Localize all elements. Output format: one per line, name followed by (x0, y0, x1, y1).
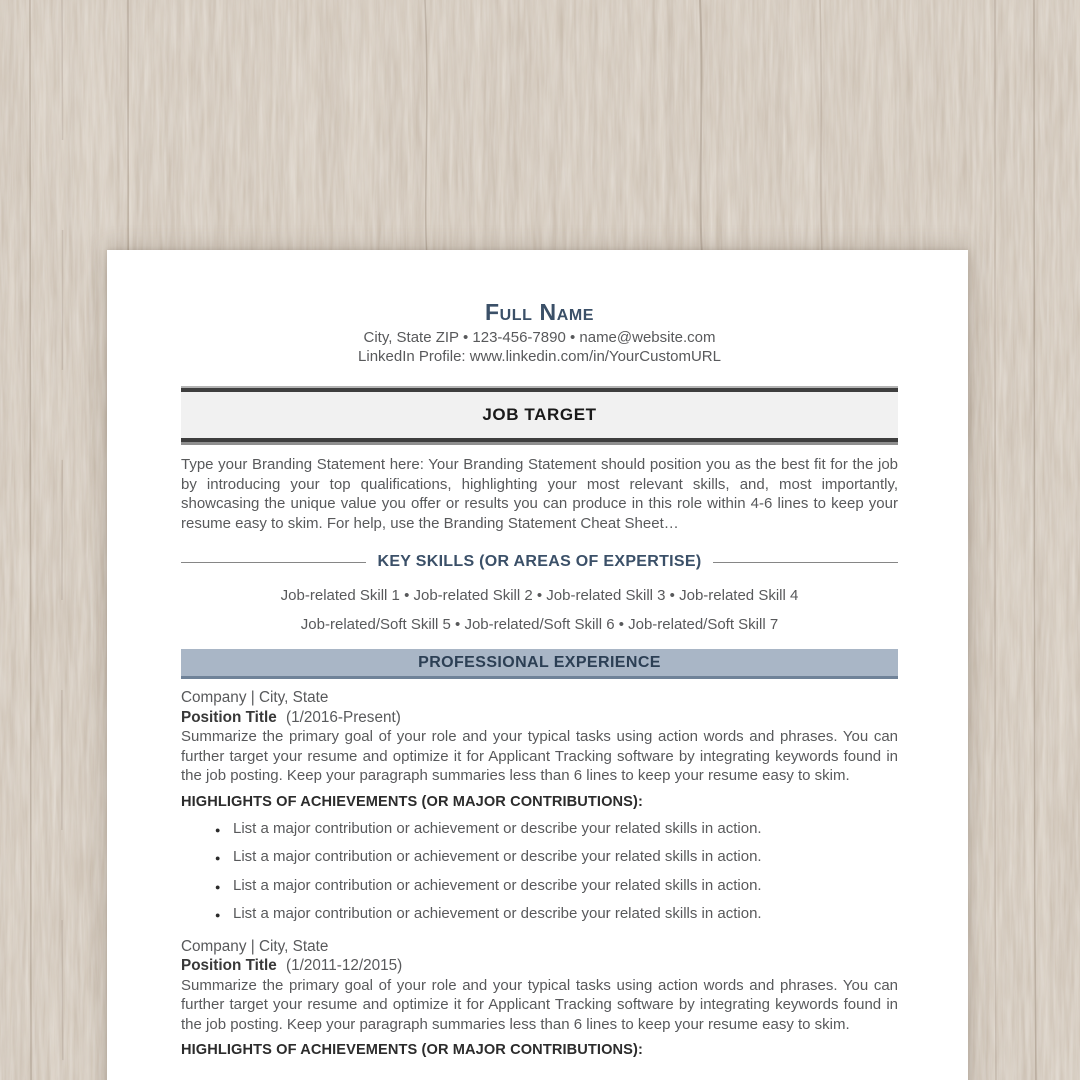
linkedin-line: LinkedIn Profile: www.linkedin.com/in/YourCustomURL (358, 348, 721, 365)
job-summary: Summarize the primary goal of your role and your typical tasks using action words and phrases. You can further target your resume and optimize it for Applicant Tracking software by integrating keywords found in the job posting. Keep your paragraph summaries less than 6 lines to keep your resume easy to skim. (181, 976, 898, 1033)
job-entry-2 (181, 937, 898, 1060)
job-target-title: JOB TARGET (482, 405, 597, 424)
skills-line-1: Job-related Skill 1 • Job-related Skill 2 • Job-related Skill 3 • Job-related Skill 4 (280, 587, 799, 604)
job-entry-1 (181, 688, 898, 926)
position-line (181, 956, 898, 976)
list-item (181, 876, 898, 898)
highlights-heading: HIGHLIGHTS OF ACHIEVEMENTS (OR MAJOR CONTRIBUTIONS): (181, 793, 643, 810)
professional-experience-heading: PROFESSIONAL EXPERIENCE (181, 649, 898, 679)
resume-page (107, 250, 968, 1080)
branding-statement: Type your Branding Statement here: Your Branding Statement should position you as the best fit for the job by introducing your top qualifications, highlighting your most relevant skills, and, most importantly, showcasing the unique value you offer or results you can produce in this role within 4-6 lines to keep your resume easy to skim. For help, use the Branding Statement Cheat Sheet… (181, 456, 898, 532)
full-name: Full Name (484, 299, 595, 325)
bullet-icon: ● (215, 881, 221, 892)
position-title: Position Title (181, 957, 277, 974)
list-item (181, 904, 898, 926)
bullet-text: List a major contribution or achievement or describe your related skills in action. (233, 905, 762, 922)
bullet-icon: ● (215, 824, 221, 835)
highlights-list (181, 819, 898, 926)
job-summary: Summarize the primary goal of your role and your typical tasks using action words and phrases. You can further target your resume and optimize it for Applicant Tracking software by integrating keywords found in the job posting. Keep your paragraph summaries less than 6 lines to keep your resume easy to skim. (181, 728, 898, 784)
position-title: Position Title (181, 708, 277, 726)
list-item (181, 847, 898, 869)
highlights-heading: HIGHLIGHTS OF ACHIEVEMENTS (OR MAJOR CONTRIBUTIONS): (181, 1042, 643, 1058)
company-line: Company | City, State (181, 937, 329, 955)
key-skills-heading (181, 553, 898, 571)
list-item (181, 819, 898, 841)
rule-left (181, 562, 366, 563)
rule-right (713, 562, 898, 563)
job-target-heading-bar (181, 388, 898, 442)
position-line (181, 708, 898, 728)
bullet-text: List a major contribution or achievement or describe your related skills in action. (233, 819, 762, 837)
resume-header (181, 300, 898, 366)
position-dates: (1/2016-Present) (286, 708, 401, 726)
contact-line: City, State ZIP • 123-456-7890 • name@website.com (363, 329, 716, 346)
skills-line-2: Job-related/Soft Skill 5 • Job-related/Soft Skill 6 • Job-related/Soft Skill 7 (300, 616, 779, 633)
bullet-text: List a major contribution or achievement or describe your related skills in action. (233, 848, 762, 865)
key-skills-title: KEY SKILLS (OR AREAS OF EXPERTISE) (377, 553, 702, 570)
company-line: Company | City, State (181, 689, 329, 706)
position-dates: (1/2011-12/2015) (286, 957, 403, 974)
bullet-icon: ● (215, 853, 221, 863)
bullet-text: List a major contribution or achievement or describe your related skills in action. (233, 876, 762, 894)
bullet-icon: ● (215, 910, 221, 920)
